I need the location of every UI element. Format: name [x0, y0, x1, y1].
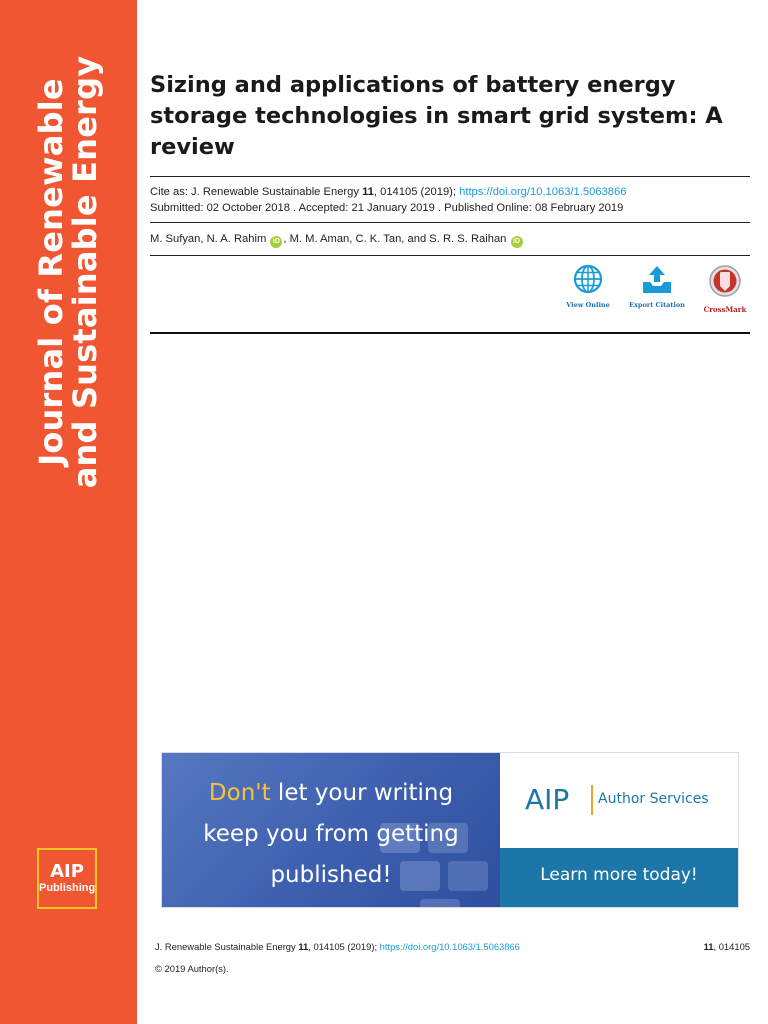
journal-name-line2: and Sustainable Energy — [66, 55, 104, 489]
learn-more-label: Learn more today! — [540, 865, 698, 885]
export-citation-label: Export Citation — [629, 301, 685, 309]
export-citation-button[interactable] — [627, 264, 687, 309]
citation-line — [150, 184, 750, 200]
dates-line: Submitted: 02 October 2018 . Accepted: 21 January 2019 . Published Online: 08 February 2019 — [150, 202, 624, 214]
aip-publishing-logo[interactable] — [37, 848, 97, 909]
cite-volume: 11 — [362, 186, 374, 198]
headline-line3: published! — [270, 862, 392, 888]
journal-name-line1: Journal of Renewable — [32, 78, 70, 466]
divider — [150, 255, 750, 256]
authors-text-2[interactable]: , M. M. Aman, C. K. Tan, and S. R. S. Raihan — [283, 233, 510, 245]
footer-cite-volume: 11 — [298, 941, 309, 952]
aip-logo-text: AIP — [50, 861, 84, 882]
author-services-logo — [500, 753, 738, 848]
authors-line — [150, 231, 524, 248]
authors-text-1[interactable]: M. Sufyan, N. A. Rahim — [150, 233, 270, 245]
footer-cite-rest: , 014105 (2019); — [308, 941, 380, 952]
orcid-icon[interactable]: iD — [270, 236, 282, 248]
crossmark-icon — [708, 264, 742, 298]
orcid-icon[interactable]: iD — [511, 236, 523, 248]
doi-link[interactable]: https://doi.org/10.1063/1.5063866 — [459, 186, 627, 198]
export-icon — [640, 264, 674, 294]
header-bottom-rule — [150, 332, 750, 334]
view-online-button[interactable] — [558, 264, 618, 309]
article-title: Sizing and applications of battery energy storage technologies in smart grid system: A review — [150, 72, 723, 160]
logo-divider — [591, 785, 593, 815]
crossmark-button[interactable] — [695, 264, 755, 314]
aip-logo: AIP — [525, 783, 570, 816]
journal-sidebar — [0, 0, 137, 1024]
publishing-logo-text: Publishing — [39, 882, 96, 894]
headline-line2: keep you from getting — [203, 821, 459, 847]
view-online-label: View Online — [566, 301, 610, 309]
page-reference — [704, 940, 750, 953]
footer-doi-link[interactable]: https://doi.org/10.1063/1.5063866 — [379, 941, 520, 952]
footer-cite-prefix: J. Renewable Sustainable Energy — [155, 941, 299, 952]
cite-rest: , 014105 (2019); — [373, 186, 460, 198]
divider — [150, 222, 750, 223]
footer-citation — [155, 940, 750, 953]
crossmark-label: CrossMark — [703, 305, 747, 314]
headline-highlight: Don't — [208, 780, 271, 806]
learn-more-button[interactable] — [500, 848, 738, 907]
page-number: , 014105 — [713, 941, 750, 952]
copyright: © 2019 Author(s). — [155, 963, 229, 974]
author-services-name: Author Services — [598, 791, 709, 807]
page-volume: 11 — [703, 941, 714, 952]
globe-icon — [573, 264, 603, 294]
headline-line1: let your writing — [270, 780, 454, 806]
banner-image-panel — [162, 753, 500, 907]
banner-headline — [162, 773, 500, 896]
cite-prefix: Cite as: J. Renewable Sustainable Energy — [150, 186, 363, 198]
journal-name — [34, 52, 102, 492]
author-services-banner[interactable] — [161, 752, 739, 908]
divider — [150, 176, 750, 177]
